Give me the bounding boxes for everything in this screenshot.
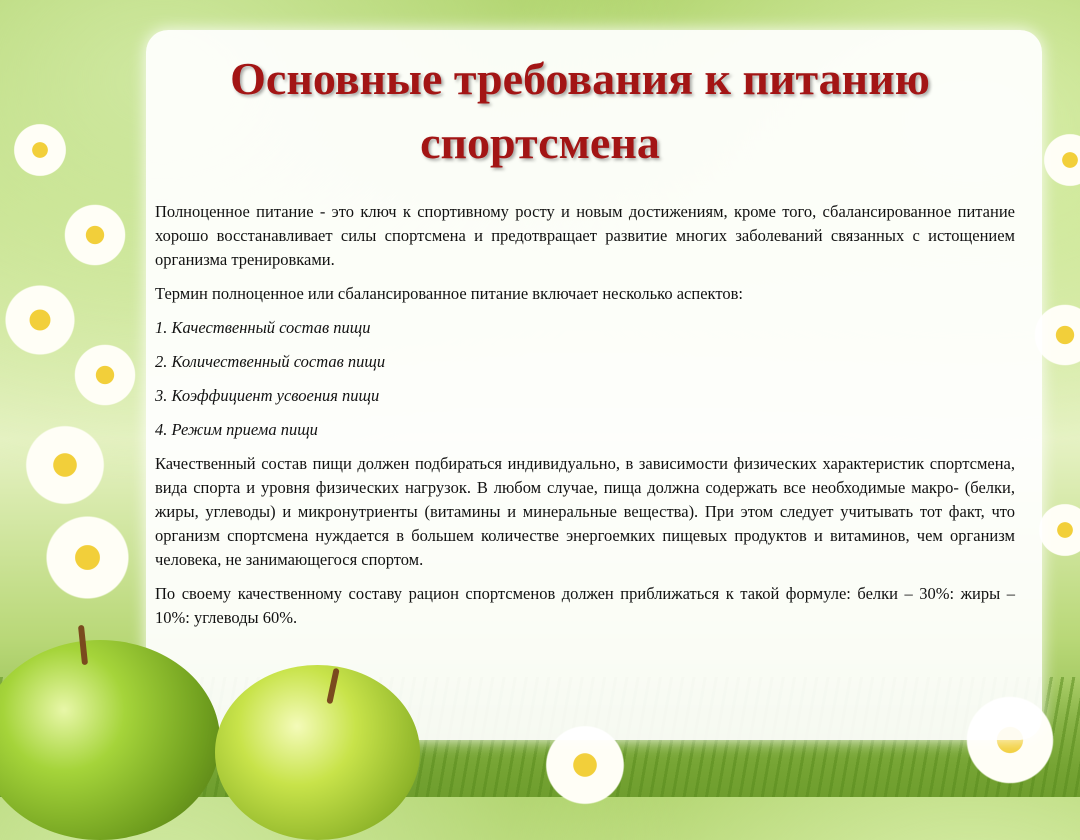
list-item: 1. Качественный состав пищи <box>155 318 371 337</box>
daisy-decoration <box>0 280 80 360</box>
apple-image <box>215 665 420 840</box>
page-title-line2: спортсмена <box>420 117 660 168</box>
formula-paragraph: По своему качественному составу рацион спортсменов должен приближаться к такой формуле: белки – 30%: жиры – 10%: углеводы 60%. <box>155 584 1015 627</box>
daisy-decoration <box>20 420 110 510</box>
intro-paragraph: Полноценное питание - это ключ к спортивному росту и новым достижениям, кроме того, сбалансированное питание хорошо восстанавливает силы спортсмена и предотвращает развитие многих заболеваний связанных с истощением организма тренировками. <box>155 202 1015 269</box>
aspects-paragraph: Термин полноценное или сбалансированное питание включает несколько аспектов: <box>155 284 743 303</box>
list-item: 4. Режим приема пищи <box>155 420 318 439</box>
daisy-decoration <box>40 510 135 605</box>
daisy-decoration <box>60 200 130 270</box>
list-item: 3. Коэффициент усвоения пищи <box>155 386 380 405</box>
page-title: Основные требования к питанию <box>230 53 930 104</box>
list-item: 2. Количественный состав пищи <box>155 352 386 371</box>
body-text <box>155 200 1015 640</box>
quality-paragraph: Качественный состав пищи должен подбираться индивидуально, в зависимости физических характеристик спортсмена, вида спорта и уровня физических нагрузок. В любом случае, пища должна содержать все необходимые макро- (белки, жиры, углеводы) и микронутриенты (витамины и минеральные вещества). При этом следует учитывать тот факт, что организм спортсмена нуждается в большем количестве энергоемких пищевых продуктов и витаминов, чем организм человека, не занимающегося спортом. <box>155 454 1015 569</box>
daisy-decoration <box>70 340 140 410</box>
